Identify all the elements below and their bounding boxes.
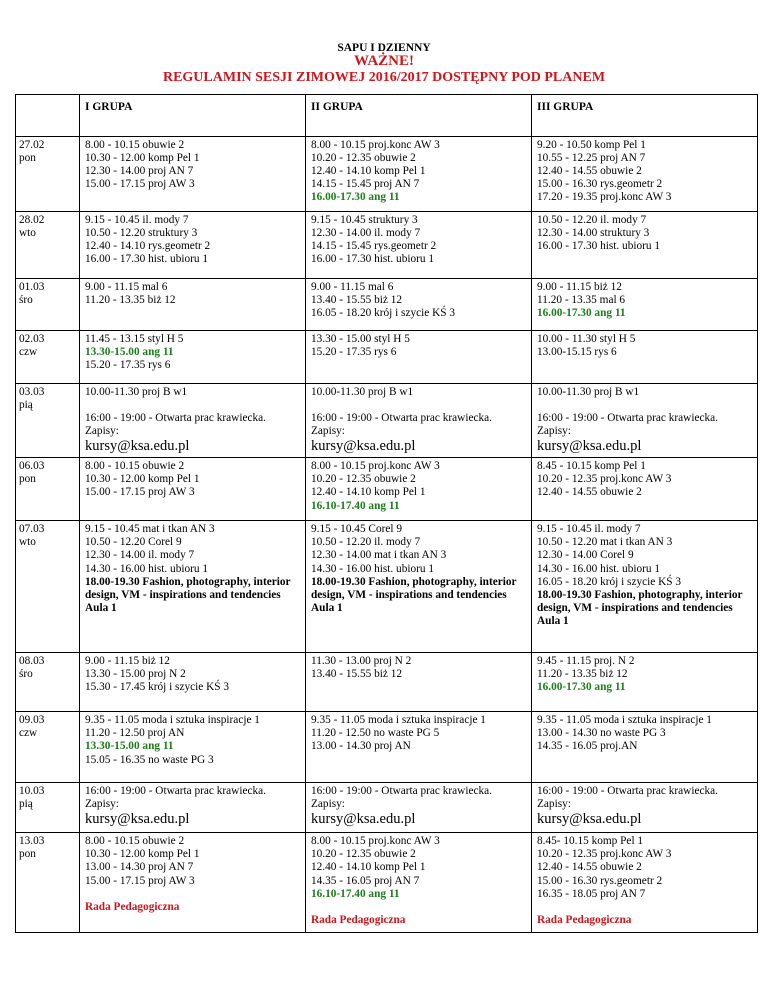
- date-cell: 09.03 czw: [16, 712, 80, 783]
- date-cell: 27.02 pon: [16, 137, 80, 212]
- col-header-group-3: III GRUPA: [532, 95, 758, 137]
- teachers-council: Rada Pedagogiczna: [537, 913, 632, 926]
- table-row: [16, 833, 758, 933]
- group-1-cell: 9.15 - 10.45 mat i tkan AN 3 10.50 - 12.20 Corel 9 12.30 - 14.00 il. mody 7 14.30 - 16.00 hist. ubioru 1 18.00-19.30 Fashion, photography, interior design, VM - inspirations and tendencies Aula 1: [80, 521, 306, 653]
- group-3-cell: 9.45 - 11.15 proj. N 2 11.20 - 13.35 biż 12 16.00-17.30 ang 11: [532, 653, 758, 712]
- schedule-table: [15, 94, 758, 933]
- group-1-cell: 10.00-11.30 proj B w1 16:00 - 19:00 - Otwarta prac krawiecka. Zapisy: kursy@ksa.edu.pl: [80, 384, 306, 458]
- group-2-cell: 10.00-11.30 proj B w1 16:00 - 19:00 - Otwarta prac krawiecka. Zapisy: kursy@ksa.edu.pl: [306, 384, 532, 458]
- group-2-cell: 13.30 - 15.00 styl H 5 15.20 - 17.35 rys 6: [306, 331, 532, 384]
- date-cell: 10.03 pią: [16, 783, 80, 833]
- group-2-cell: 11.30 - 13.00 proj N 2 13.40 - 15.55 biż 12: [306, 653, 532, 712]
- english-class: 16.00-17.30 ang 11: [537, 307, 626, 320]
- date-cell: 13.03 pon: [16, 833, 80, 933]
- group-3-cell: 9.15 - 10.45 il. mody 7 10.50 - 12.20 mat i tkan AN 3 12.30 - 14.00 Corel 9 14.30 - 16.00 hist. ubioru 1 16.05 - 18.20 krój i szycie KŚ 3 18.00-19.30 Fashion, photography, interior design, VM - inspirations and tendencies Aula 1: [532, 521, 758, 653]
- group-2-cell: 9.00 - 11.15 mal 6 13.40 - 15.55 biż 12 16.05 - 18.20 krój i szycie KŚ 3: [306, 279, 532, 331]
- table-row: [16, 783, 758, 833]
- date-cell: 01.03 śro: [16, 279, 80, 331]
- table-row: [16, 331, 758, 384]
- group-3-cell: 10.00-11.30 proj B w1 16:00 - 19:00 - Otwarta prac krawiecka. Zapisy: kursy@ksa.edu.pl: [532, 384, 758, 458]
- english-class: 16.00-17.30 ang 11: [537, 681, 626, 694]
- col-header-group-1: I GRUPA: [80, 95, 306, 137]
- email-link[interactable]: kursy@ksa.edu.pl: [85, 438, 190, 455]
- email-link[interactable]: kursy@ksa.edu.pl: [311, 438, 416, 455]
- email-link[interactable]: kursy@ksa.edu.pl: [311, 811, 416, 828]
- group-1-cell: 8.00 - 10.15 obuwie 2 10.30 - 12.00 komp Pel 1 13.00 - 14.30 proj AN 7 15.00 - 17.15 proj AW 3 Rada Pedagogiczna: [80, 833, 306, 933]
- group-2-cell: 8.00 - 10.15 proj.konc AW 3 10.20 - 12.35 obuwie 2 12.40 - 14.10 komp Pel 1 16.10-17.40 ang 11: [306, 458, 532, 521]
- group-2-cell: 8.00 - 10.15 proj.konc AW 3 10.20 - 12.35 obuwie 2 12.40 - 14.10 komp Pel 1 14.15 - 15.45 proj AN 7 16.00-17.30 ang 11: [306, 137, 532, 212]
- table-row: [16, 458, 758, 521]
- doc-subtitle: SAPU I DZIENNY: [337, 42, 431, 54]
- date-cell: 03.03 pią: [16, 384, 80, 458]
- group-1-cell: 8.00 - 10.15 obuwie 2 10.30 - 12.00 komp Pel 1 12.30 - 14.00 proj AN 7 15.00 - 17.15 proj AW 3: [80, 137, 306, 212]
- group-2-cell: 16:00 - 19:00 - Otwarta prac krawiecka. Zapisy: kursy@ksa.edu.pl: [306, 783, 532, 833]
- group-2-cell: 9.15 - 10.45 struktury 3 12.30 - 14.00 il. mody 7 14.15 - 15.45 rys.geometr 2 16.00 - 17.30 hist. ubioru 1: [306, 212, 532, 279]
- teachers-council: Rada Pedagogiczna: [311, 913, 406, 926]
- date-cell: 08.03 śro: [16, 653, 80, 712]
- date-cell: 06.03 pon: [16, 458, 80, 521]
- group-2-cell: 9.15 - 10.45 Corel 9 10.50 - 12.20 il. mody 7 12.30 - 14.00 mat i tkan AN 3 14.30 - 16.00 hist. ubioru 1 18.00-19.30 Fashion, photography, interior design, VM - inspirations and tendencies Aula 1: [306, 521, 532, 653]
- group-3-cell: 16:00 - 19:00 - Otwarta prac krawiecka. Zapisy: kursy@ksa.edu.pl: [532, 783, 758, 833]
- group-3-cell: 8.45 - 10.15 komp Pel 1 10.20 - 12.35 proj.konc AW 3 12.40 - 14.55 obuwie 2: [532, 458, 758, 521]
- col-header-group-2: II GRUPA: [306, 95, 532, 137]
- table-header-row: [16, 95, 758, 137]
- table-row: [16, 653, 758, 712]
- group-1-cell: 9.00 - 11.15 mal 6 11.20 - 13.35 biż 12: [80, 279, 306, 331]
- corner-cell: [16, 95, 80, 137]
- group-1-cell: 9.15 - 10.45 il. mody 7 10.50 - 12.20 struktury 3 12.40 - 14.10 rys.geometr 2 16.00 - 17.30 hist. ubioru 1: [80, 212, 306, 279]
- group-3-cell: 9.00 - 11.15 biż 12 11.20 - 13.35 mal 6 16.00-17.30 ang 11: [532, 279, 758, 331]
- date-cell: 28.02 wto: [16, 212, 80, 279]
- group-2-cell: 9.35 - 11.05 moda i sztuka inspiracje 1 11.20 - 12.50 no waste PG 5 13.00 - 14.30 proj AN: [306, 712, 532, 783]
- english-class: 16.10-17.40 ang 11: [311, 499, 400, 512]
- group-1-cell: 11.45 - 13.15 styl H 5 13.30-15.00 ang 11 15.20 - 17.35 rys 6: [80, 331, 306, 384]
- important-note: WAŻNE!: [353, 53, 414, 69]
- english-class: 16.00-17.30 ang 11: [311, 191, 400, 204]
- group-1-cell: 16:00 - 19:00 - Otwarta prac krawiecka. Zapisy: kursy@ksa.edu.pl: [80, 783, 306, 833]
- table-row: [16, 212, 758, 279]
- table-row: [16, 137, 758, 212]
- group-1-cell: 9.35 - 11.05 moda i sztuka inspiracje 1 11.20 - 12.50 proj AN 13.30-15.00 ang 11 15.05 - 16.35 no waste PG 3: [80, 712, 306, 783]
- date-cell: 07.03 wto: [16, 521, 80, 653]
- group-3-cell: 9.20 - 10.50 komp Pel 1 10.55 - 12.25 proj AN 7 12.40 - 14.55 obuwie 2 15.00 - 16.30 rys.geometr 2 17.20 - 19.35 proj.konc AW 3: [532, 137, 758, 212]
- english-class: 13.30-15.00 ang 11: [85, 346, 174, 359]
- table-row: [16, 521, 758, 653]
- regulations-note: REGULAMIN SESJI ZIMOWEJ 2016/2017 DOSTĘPNY POD PLANEM: [162, 70, 606, 85]
- group-3-cell: 10.00 - 11.30 styl H 5 13.00-15.15 rys 6: [532, 331, 758, 384]
- table-row: [16, 279, 758, 331]
- group-3-cell: 8.45- 10.15 komp Pel 1 10.20 - 12.35 proj.konc AW 3 12.40 - 14.55 obuwie 2 15.00 - 16.30 rys.geometr 2 16.35 - 18.05 proj AN 7 Rada Pedagogiczna: [532, 833, 758, 933]
- date-cell: 02.03 czw: [16, 331, 80, 384]
- fashion-lecture: 18.00-19.30 Fashion, photography, interior design, VM - inspirations and tendencies Aula 1: [311, 575, 517, 614]
- email-link[interactable]: kursy@ksa.edu.pl: [537, 438, 642, 455]
- email-link[interactable]: kursy@ksa.edu.pl: [85, 811, 190, 828]
- group-1-cell: 8.00 - 10.15 obuwie 2 10.30 - 12.00 komp Pel 1 15.00 - 17.15 proj AW 3: [80, 458, 306, 521]
- group-1-cell: 9.00 - 11.15 biż 12 13.30 - 15.00 proj N 2 15.30 - 17.45 krój i szycie KŚ 3: [80, 653, 306, 712]
- teachers-council: Rada Pedagogiczna: [85, 900, 180, 913]
- email-link[interactable]: kursy@ksa.edu.pl: [537, 811, 642, 828]
- group-2-cell: 8.00 - 10.15 proj.konc AW 3 10.20 - 12.35 obuwie 2 12.40 - 14.10 komp Pel 1 14.35 - 16.05 proj AN 7 16.10-17.40 ang 11 Rada Pedagogiczna: [306, 833, 532, 933]
- english-class: 13.30-15.00 ang 11: [85, 740, 174, 753]
- fashion-lecture: 18.00-19.30 Fashion, photography, interior design, VM - inspirations and tendencies Aula 1: [537, 588, 743, 627]
- english-class: 16.10-17.40 ang 11: [311, 887, 400, 900]
- group-3-cell: 10.50 - 12.20 il. mody 7 12.30 - 14.00 struktury 3 16.00 - 17.30 hist. ubioru 1: [532, 212, 758, 279]
- table-row: [16, 384, 758, 458]
- fashion-lecture: 18.00-19.30 Fashion, photography, interior design, VM - inspirations and tendencies Aula 1: [85, 575, 291, 614]
- table-row: [16, 712, 758, 783]
- group-3-cell: 9.35 - 11.05 moda i sztuka inspiracje 1 13.00 - 14.30 no waste PG 3 14.35 - 16.05 proj.AN: [532, 712, 758, 783]
